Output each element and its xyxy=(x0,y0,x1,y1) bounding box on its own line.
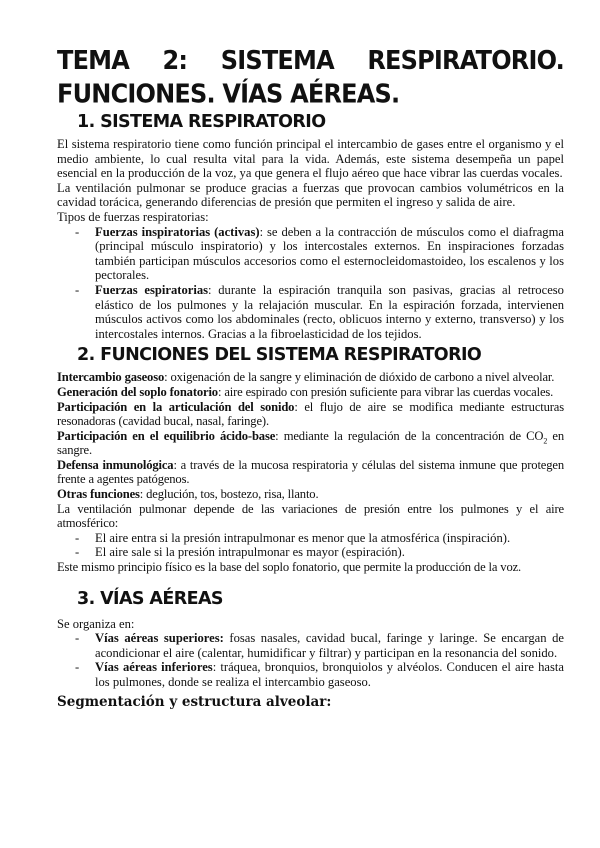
section-1-paragraph-1: El sistema respiratorio tiene como función principal el intercambio de gases entre el organismo y el medio ambiente, lo cual resulta vital para la vida. Además, este sistema desempeña un papel esencial en la producción de la voz, ya que genera el flujo aéreo que hace vibrar las cuerdas vocales. xyxy=(57,137,564,181)
function-item xyxy=(57,385,564,400)
airways-list xyxy=(57,631,564,689)
function-term: Participación en el equilibrio ácido-base xyxy=(57,428,276,443)
subscript: 2 xyxy=(543,436,548,446)
airway-term: Vías aéreas superiores: xyxy=(95,631,224,646)
list-item: - El aire entra si la presión intrapulmonar es menor que la atmosférica (inspiración). xyxy=(95,531,564,546)
function-text: : deglución, tos, bostezo, risa, llanto. xyxy=(139,487,319,502)
section-1-paragraph-2: La ventilación pulmonar se produce gracias a fuerzas que provocan cambios volumétricos en la cavidad torácica, generando diferencias de presión que permiten el ingreso y salida de aire. xyxy=(57,180,564,210)
ventilation-paragraph: La ventilación pulmonar depende de las variaciones de presión entre los pulmones y el aire atmosférico: xyxy=(57,501,564,531)
section-3-heading: 3. VÍAS AÉREAS xyxy=(77,588,223,609)
pressure-list xyxy=(57,531,564,560)
function-term: Intercambio gaseoso xyxy=(57,370,165,385)
segmentation-subheading: Segmentación y estructura alveolar: xyxy=(57,693,332,710)
function-term: Otras funciones xyxy=(57,487,140,502)
function-item xyxy=(57,458,564,487)
function-text: : aire espirado con presión suficiente para vibrar las cuerdas vocales. xyxy=(217,384,554,399)
function-text: : mediante la regulación de la concentración de CO xyxy=(275,428,544,443)
forces-list xyxy=(57,225,564,342)
list-item: - El aire sale si la presión intrapulmonar es mayor (espiración). xyxy=(95,545,564,560)
function-text: : el flujo de aire se modifica mediante estructuras resonadoras (cavidad bucal, nasal, faringe). xyxy=(57,399,565,429)
closing-paragraph: Este mismo principio físico es la base del soplo fonatorio, que permite la producción de la voz. xyxy=(57,560,522,575)
function-term: Participación en la articulación del sonido xyxy=(57,399,295,414)
function-item xyxy=(57,370,564,385)
airway-text: : tráquea, bronquios, bronquiolos y alvéolos. Conducen el aire hasta los pulmones, donde se realiza el intercambio gaseoso. xyxy=(95,660,564,689)
function-term: Defensa inmunológica xyxy=(57,457,174,472)
document-title: TEMA 2: SISTEMA RESPIRATORIO. FUNCIONES. VÍAS AÉREAS. xyxy=(57,45,564,109)
airway-text: fosas nasales, cavidad bucal, faringe y laringe. Se encargan de acondicionar el aire (calentar, humidificar y filtrar) y participan en la resonancia del sonido. xyxy=(95,631,564,660)
section-1-heading: 1. SISTEMA RESPIRATORIO xyxy=(77,112,326,132)
force-text: : se deben a la contracción de músculos como el diafragma (principal músculo inspiratorio) y los intercostales externos. En inspiraciones forzadas también participan músculos accesorios como el esternocleidomastoideo, los escalenos y los pectorales. xyxy=(95,224,564,283)
function-item xyxy=(57,429,564,458)
function-item xyxy=(57,487,564,502)
airway-term: Vías aéreas inferiores xyxy=(95,660,213,675)
forces-intro: Tipos de fuerzas respiratorias: xyxy=(57,209,209,224)
function-text: : a través de la mucosa respiratoria y células del sistema inmune que protegen frente a agentes patógenos. xyxy=(57,457,564,487)
airways-intro: Se organiza en: xyxy=(57,616,135,631)
function-term: Generación del soplo fonatorio xyxy=(57,384,218,399)
function-text-tail: en sangre. xyxy=(57,428,564,458)
list-item xyxy=(95,631,564,660)
function-item xyxy=(57,400,564,429)
force-term: Fuerzas espiratorias xyxy=(95,282,209,297)
section-2-heading: 2. FUNCIONES DEL SISTEMA RESPIRATORIO xyxy=(77,345,482,366)
list-item xyxy=(95,660,564,689)
force-text: : durante la espiración tranquila son pasivas, gracias al retroceso elástico de los pulmones y la relajación muscular. En la espiración forzada, intervienen músculos activos como los abdominales (recto, oblicuos interno y externo, transverso) y los intercostales internos. Gracias a la fibroelasticidad de los tejidos. xyxy=(95,282,564,341)
list-item xyxy=(95,283,564,341)
function-text: : oxigenación de la sangre y eliminación de dióxido de carbono a nivel alveolar. xyxy=(164,370,555,385)
force-term: Fuerzas inspiratorias (activas) xyxy=(95,224,260,239)
list-item xyxy=(95,225,564,283)
